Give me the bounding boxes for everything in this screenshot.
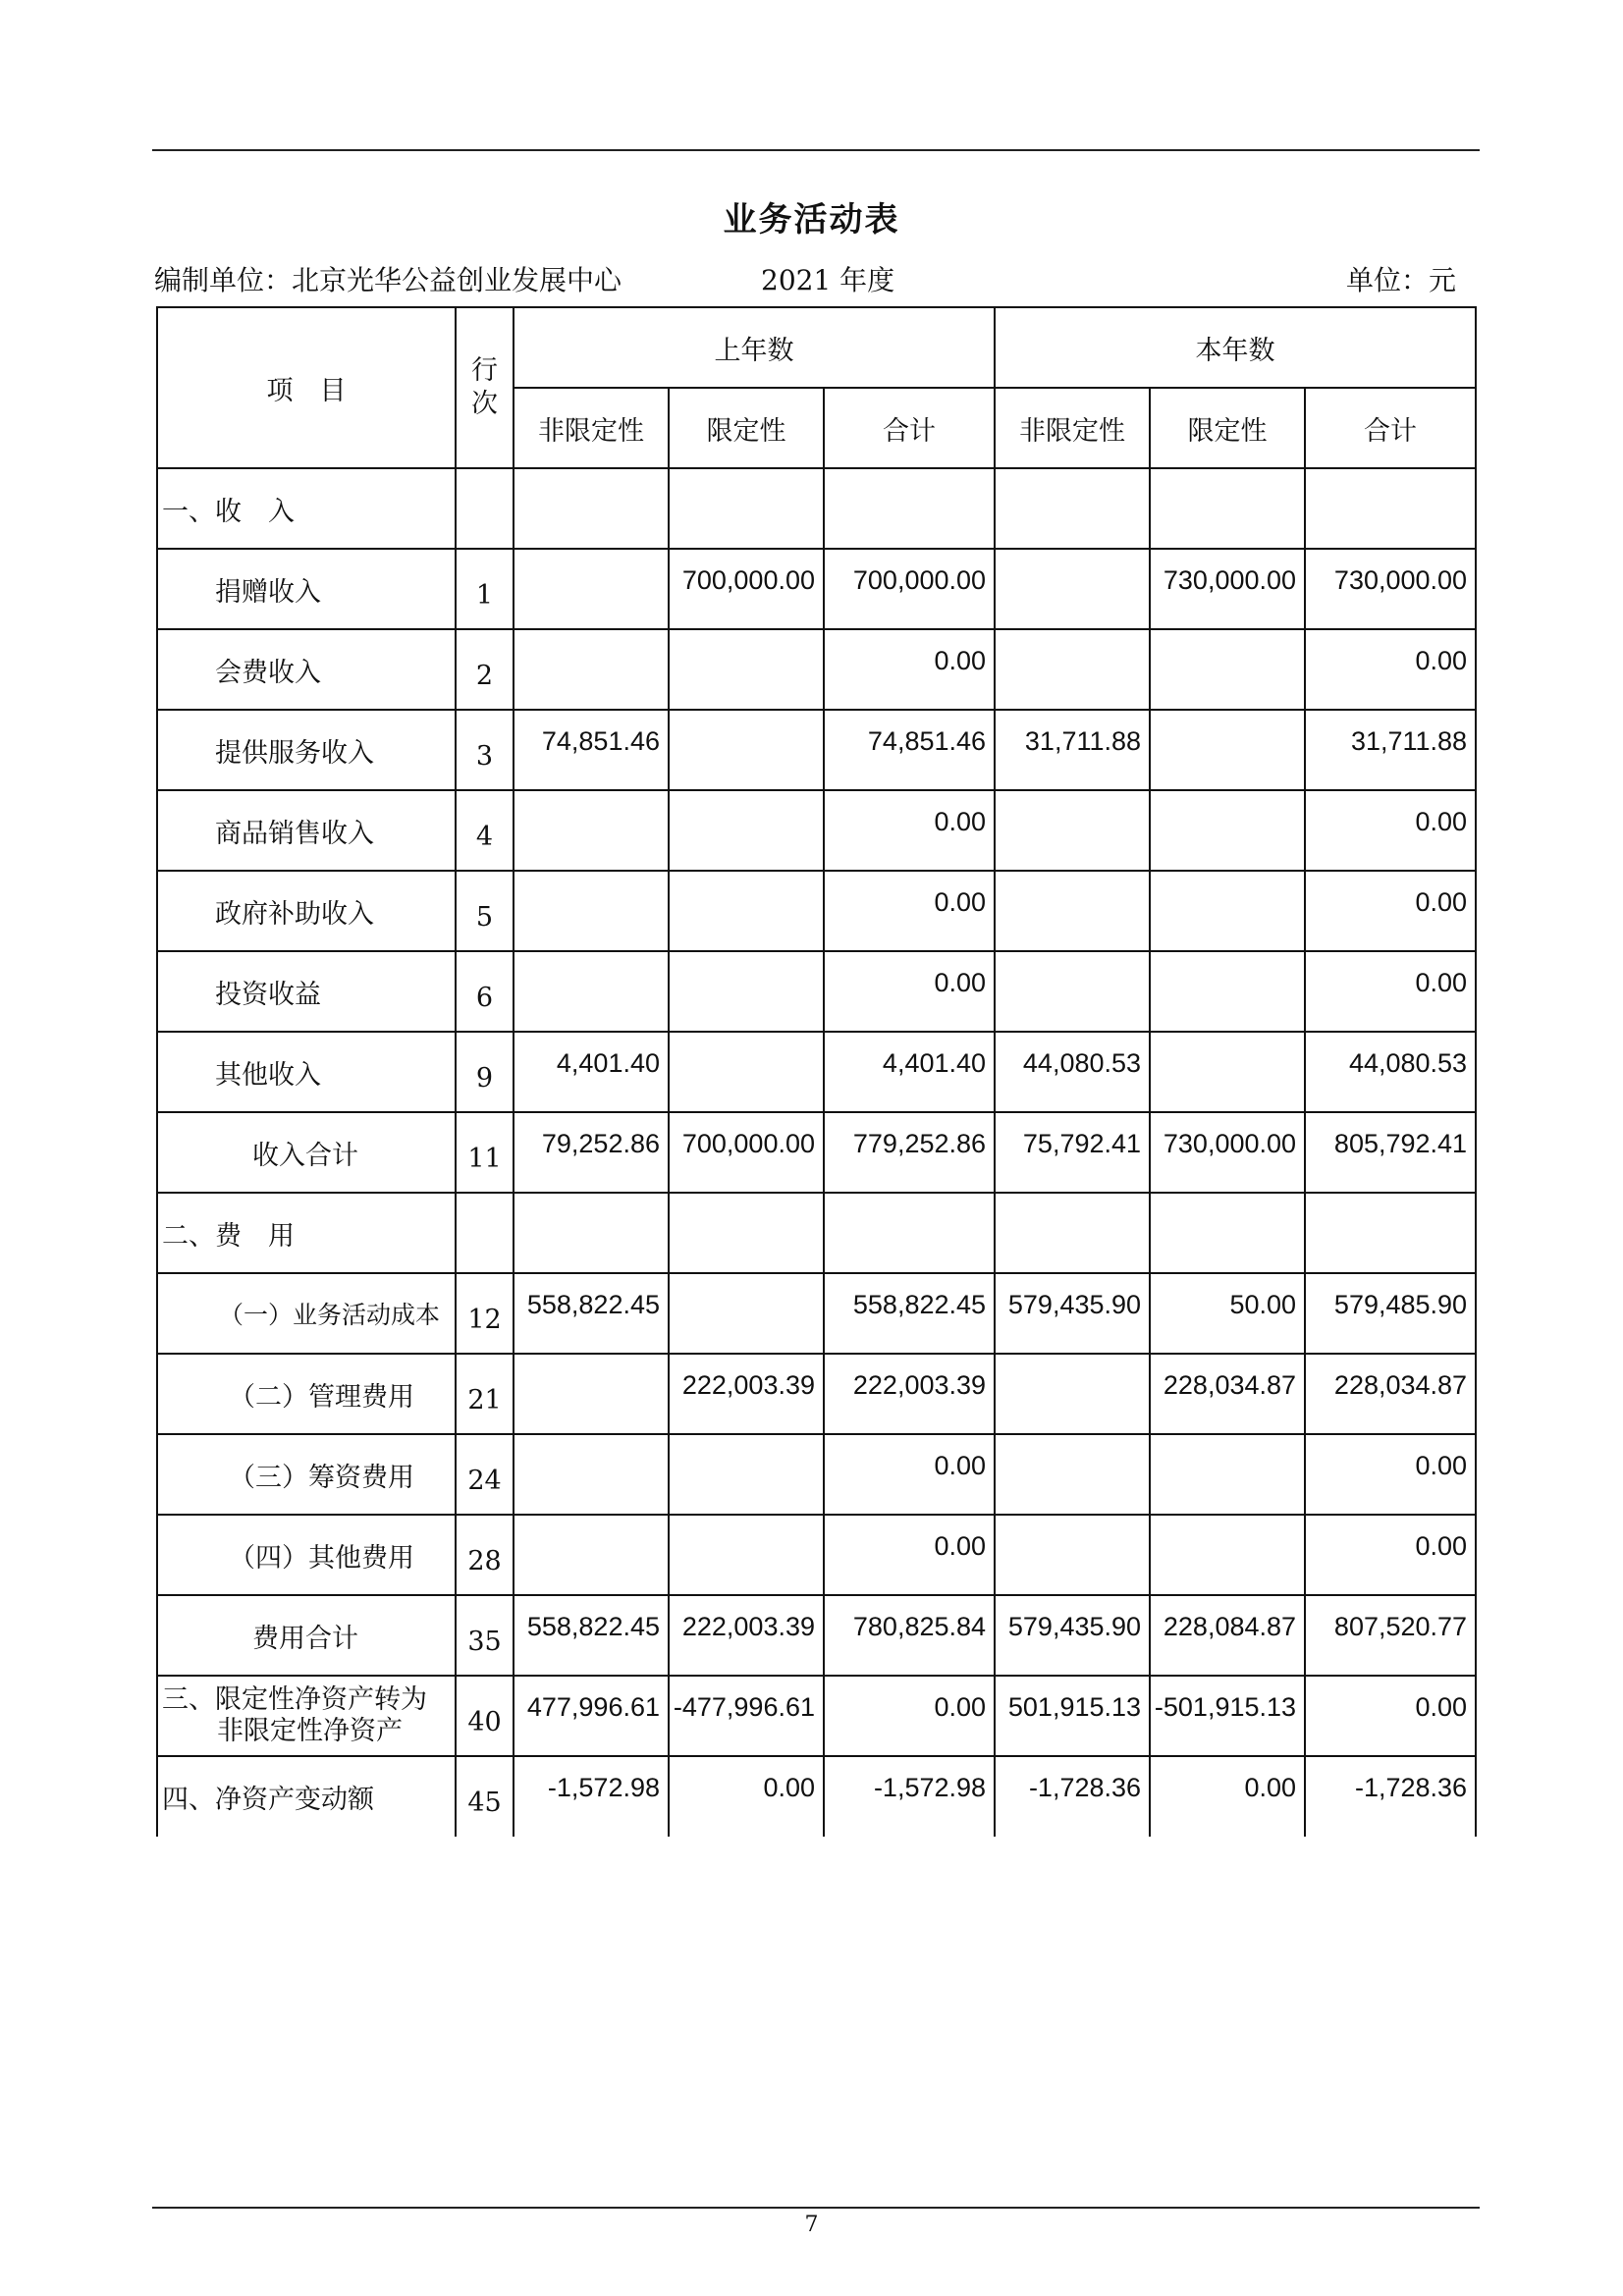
activity-statement-table [156,306,1477,1837]
cell-prev-total: 0.00 [824,629,995,710]
cell-curr-total: 0.00 [1305,1676,1476,1756]
row-line-no: 9 [456,1032,514,1112]
row-line-no: 6 [456,951,514,1032]
cell-prev-total: 558,822.45 [824,1273,995,1354]
header-line-no-2: 次 [471,389,498,419]
header-prev-restricted: 限定性 [669,388,824,468]
cell-curr-unrestricted [995,1193,1150,1273]
table-row [157,549,1476,629]
cell-curr-unrestricted [995,1354,1150,1434]
cell-curr-restricted [1150,790,1305,871]
cell-prev-unrestricted: 558,822.45 [514,1595,669,1676]
table-row [157,1756,1476,1837]
cell-curr-restricted [1150,629,1305,710]
cell-prev-total: 780,825.84 [824,1595,995,1676]
cell-curr-restricted: 0.00 [1150,1756,1305,1837]
cell-curr-unrestricted [995,468,1150,549]
header-line-no-1: 行 [471,355,498,386]
cell-curr-unrestricted [995,871,1150,951]
cell-prev-restricted: 700,000.00 [669,1112,824,1193]
row-label: 其他收入 [157,1032,456,1112]
table-row [157,871,1476,951]
row-line-no: 2 [456,629,514,710]
cell-curr-total: 0.00 [1305,790,1476,871]
fiscal-year: 2021 年度 [761,264,895,296]
table-row [157,1193,1476,1273]
cell-curr-unrestricted [995,790,1150,871]
row-label: 提供服务收入 [157,710,456,790]
cell-curr-unrestricted [995,549,1150,629]
row-label: 四、净资产变动额 [157,1756,456,1837]
cell-curr-restricted [1150,951,1305,1032]
cell-curr-total: 0.00 [1305,629,1476,710]
cell-prev-total: 700,000.00 [824,549,995,629]
cell-curr-total: 807,520.77 [1305,1595,1476,1676]
row-line-no: 12 [456,1273,514,1354]
cell-curr-restricted [1150,468,1305,549]
cell-curr-unrestricted [995,629,1150,710]
header-curr-unrestricted: 非限定性 [995,388,1150,468]
row-line-no: 3 [456,710,514,790]
cell-curr-unrestricted [995,1434,1150,1515]
cell-prev-restricted: 222,003.39 [669,1595,824,1676]
header-curr-year: 本年数 [995,307,1476,388]
cell-curr-restricted [1150,1193,1305,1273]
row-label: 收入合计 [157,1112,456,1193]
row-line-no: 28 [456,1515,514,1595]
cell-curr-restricted [1150,710,1305,790]
cell-prev-total: 4,401.40 [824,1032,995,1112]
cell-prev-total: 0.00 [824,1434,995,1515]
cell-prev-unrestricted [514,1354,669,1434]
cell-curr-total: 730,000.00 [1305,549,1476,629]
cell-prev-restricted [669,1515,824,1595]
cell-prev-unrestricted [514,468,669,549]
cell-curr-restricted [1150,1434,1305,1515]
table-row [157,1434,1476,1515]
cell-prev-unrestricted: 79,252.86 [514,1112,669,1193]
cell-prev-unrestricted [514,1515,669,1595]
row-label: 一、收 入 [157,468,456,549]
cell-prev-unrestricted: 477,996.61 [514,1676,669,1756]
row-label: （二）管理费用 [157,1354,456,1434]
cell-curr-restricted: 228,034.87 [1150,1354,1305,1434]
row-label-line-2: 非限定性净资产 [217,1716,403,1746]
cell-prev-total: 0.00 [824,951,995,1032]
cell-curr-total: 44,080.53 [1305,1032,1476,1112]
cell-prev-restricted [669,1032,824,1112]
cell-curr-unrestricted: 44,080.53 [995,1032,1150,1112]
cell-prev-unrestricted: 74,851.46 [514,710,669,790]
row-label: （三）筹资费用 [157,1434,456,1515]
cell-curr-total: 0.00 [1305,871,1476,951]
table-row [157,1112,1476,1193]
cell-curr-total [1305,1193,1476,1273]
table-row [157,629,1476,710]
page-number: 7 [804,2213,819,2237]
cell-prev-unrestricted: 558,822.45 [514,1273,669,1354]
cell-curr-unrestricted: 579,435.90 [995,1273,1150,1354]
row-label: 政府补助收入 [157,871,456,951]
cell-curr-restricted: 730,000.00 [1150,549,1305,629]
table-row [157,951,1476,1032]
header-curr-restricted: 限定性 [1150,388,1305,468]
cell-curr-total: 579,485.90 [1305,1273,1476,1354]
cell-curr-unrestricted [995,951,1150,1032]
cell-curr-unrestricted: 501,915.13 [995,1676,1150,1756]
cell-prev-restricted [669,1434,824,1515]
cell-curr-unrestricted: 579,435.90 [995,1595,1150,1676]
row-label: 费用合计 [157,1595,456,1676]
cell-curr-total: 0.00 [1305,1434,1476,1515]
row-line-no: 24 [456,1434,514,1515]
cell-prev-total: 0.00 [824,790,995,871]
table-row [157,710,1476,790]
cell-curr-total: 805,792.41 [1305,1112,1476,1193]
cell-prev-total: 74,851.46 [824,710,995,790]
cell-curr-restricted: 228,084.87 [1150,1595,1305,1676]
cell-prev-restricted [669,790,824,871]
footer-rule [152,2207,1480,2209]
cell-prev-restricted [669,951,824,1032]
cell-curr-total: 0.00 [1305,951,1476,1032]
header-prev-total: 合计 [824,388,995,468]
cell-prev-total: 779,252.86 [824,1112,995,1193]
cell-curr-restricted: -501,915.13 [1150,1676,1305,1756]
table-row [157,1032,1476,1112]
cell-prev-unrestricted [514,549,669,629]
cell-curr-restricted: 50.00 [1150,1273,1305,1354]
cell-prev-unrestricted: -1,572.98 [514,1756,669,1837]
currency-unit: 单位：元 [1345,264,1456,296]
header-prev-unrestricted: 非限定性 [514,388,669,468]
header-rule [152,149,1480,151]
cell-prev-unrestricted [514,1193,669,1273]
cell-prev-total: 222,003.39 [824,1354,995,1434]
cell-prev-restricted [669,468,824,549]
header-line-no [456,307,514,468]
row-label: （四）其他费用 [157,1515,456,1595]
cell-curr-restricted [1150,1515,1305,1595]
row-label [157,1676,456,1756]
cell-prev-total: 0.00 [824,871,995,951]
cell-curr-unrestricted: -1,728.36 [995,1756,1150,1837]
table-row [157,1354,1476,1434]
table-row [157,1515,1476,1595]
cell-curr-total: -1,728.36 [1305,1756,1476,1837]
header-prev-year: 上年数 [514,307,995,388]
cell-prev-restricted: -477,996.61 [669,1676,824,1756]
row-label: （一）业务活动成本 [157,1273,456,1354]
cell-prev-total: 0.00 [824,1515,995,1595]
cell-curr-total: 228,034.87 [1305,1354,1476,1434]
cell-curr-restricted [1150,1032,1305,1112]
header-curr-total: 合计 [1305,388,1476,468]
row-label: 投资收益 [157,951,456,1032]
cell-curr-unrestricted: 31,711.88 [995,710,1150,790]
table-row [157,1595,1476,1676]
cell-prev-unrestricted [514,1434,669,1515]
row-line-no [456,468,514,549]
row-line-no: 40 [456,1676,514,1756]
report-title: 业务活动表 [723,200,900,240]
cell-prev-total [824,1193,995,1273]
cell-prev-unrestricted [514,871,669,951]
cell-prev-unrestricted [514,629,669,710]
row-line-no: 1 [456,549,514,629]
cell-prev-unrestricted [514,951,669,1032]
row-label: 商品销售收入 [157,790,456,871]
cell-prev-restricted [669,1193,824,1273]
cell-prev-restricted [669,1273,824,1354]
cell-curr-total: 0.00 [1305,1515,1476,1595]
row-line-no: 5 [456,871,514,951]
cell-prev-total: -1,572.98 [824,1756,995,1837]
table-row [157,1676,1476,1756]
cell-prev-unrestricted [514,790,669,871]
table-row [157,468,1476,549]
cell-curr-restricted [1150,871,1305,951]
row-line-no: 21 [456,1354,514,1434]
cell-prev-restricted: 0.00 [669,1756,824,1837]
cell-prev-total: 0.00 [824,1676,995,1756]
cell-prev-restricted: 222,003.39 [669,1354,824,1434]
row-label: 二、费 用 [157,1193,456,1273]
cell-curr-restricted: 730,000.00 [1150,1112,1305,1193]
row-line-no: 11 [456,1112,514,1193]
row-label-line-1: 三、限定性净资产转为 [162,1684,427,1715]
table-row [157,1273,1476,1354]
cell-curr-unrestricted [995,1515,1150,1595]
row-label: 会费收入 [157,629,456,710]
table-row [157,790,1476,871]
row-line-no [456,1193,514,1273]
row-line-no: 45 [456,1756,514,1837]
cell-curr-unrestricted: 75,792.41 [995,1112,1150,1193]
cell-prev-unrestricted: 4,401.40 [514,1032,669,1112]
reporting-entity: 编制单位：北京光华公益创业发展中心 [154,264,622,296]
cell-prev-restricted: 700,000.00 [669,549,824,629]
row-line-no: 4 [456,790,514,871]
cell-prev-restricted [669,629,824,710]
cell-curr-total: 31,711.88 [1305,710,1476,790]
header-item: 项 目 [157,307,456,468]
cell-curr-total [1305,468,1476,549]
cell-prev-restricted [669,710,824,790]
cell-prev-restricted [669,871,824,951]
row-line-no: 35 [456,1595,514,1676]
row-label: 捐赠收入 [157,549,456,629]
cell-prev-total [824,468,995,549]
header-row-1 [157,307,1476,388]
